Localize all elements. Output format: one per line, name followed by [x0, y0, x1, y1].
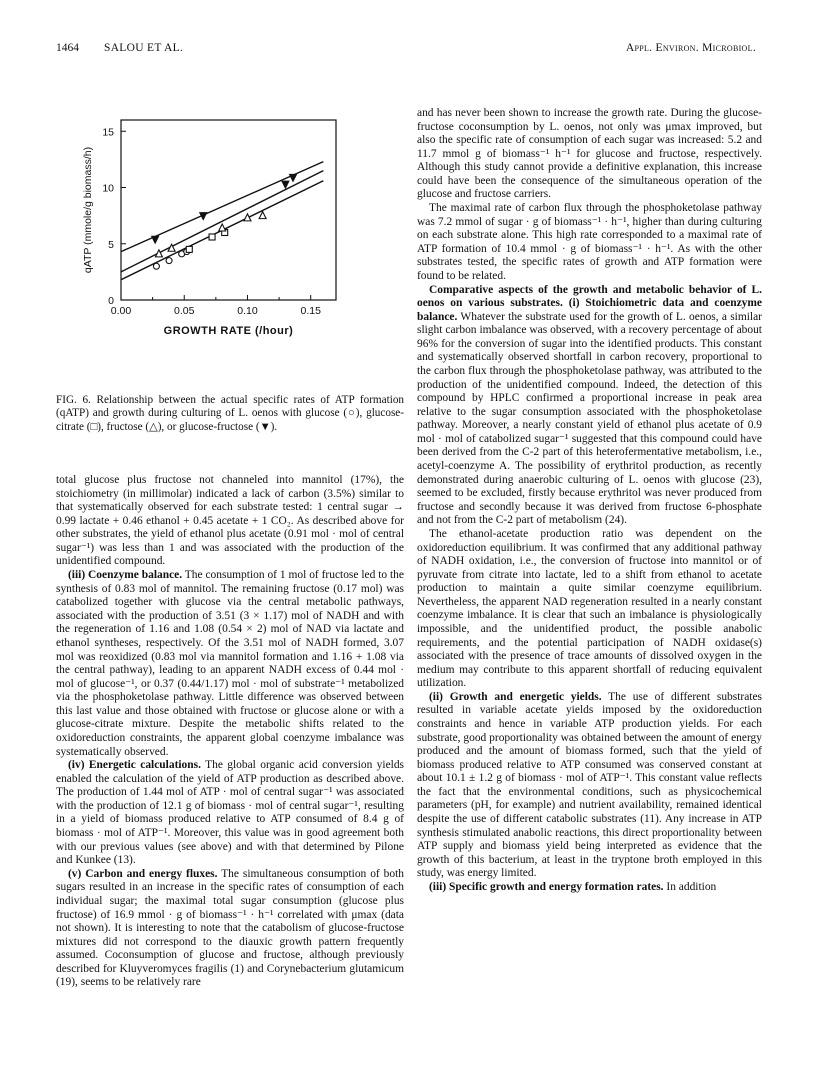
- caption-label: FIG. 6.: [56, 394, 91, 406]
- figure-6: [56, 110, 406, 390]
- section-heading: Comparative aspects of the growth and metabolic behavior of L. oenos on various substrates. (i) Stoichiometric data and coenzyme balance.: [417, 283, 762, 323]
- right-paragraph: [417, 107, 762, 202]
- data-point-glucose-citrate: [209, 234, 215, 240]
- section-heading: (iii) Specific growth and energy formation rates.: [429, 880, 664, 893]
- data-point-glucose-citrate: [186, 246, 192, 252]
- section-heading: (v) Carbon and energy fluxes.: [68, 867, 218, 880]
- paragraph-text: The maximal rate of carbon flux through the phosphoketolase pathway was 7.2 mmol of sugar · g of biomass⁻¹ · h⁻¹, higher than during culturing on each substrate alone. This high rate corresponded to a maximal rate of ATP formation of 10.4 mmol · g of biomass⁻¹ · h⁻¹. As with the other substrates tested, the specific rates of growth and ATP formation were found to be related.: [417, 202, 762, 282]
- section-heading: (ii) Growth and energetic yields.: [429, 690, 602, 703]
- caption-text: Relationship between the actual specific rates of ATP formation (qATP) and growth during culturing of L. oenos with glucose (○), glucose-citrate (□), fructose (△), or glucose-fructose (▼).: [56, 394, 405, 433]
- paragraph-text: The global organic acid conversion yields enabled the calculation of the yield of ATP production as described above. The production of 1.44 mol of ATP · mol of central sugar⁻¹ was associated with the production of 12.1 g of biomass · mol of central sugar⁻¹, resulting in a yield of biomass produced relative to ATP consumed of 8.4 g of biomass · mol of ATP⁻¹. Moreover, this value was in good agreement both with our previous values (see above) and with that determined by Pilone and Kunkee (13).: [56, 759, 404, 867]
- data-point-fructose: [219, 224, 226, 231]
- x-tick-label: 0.00: [110, 305, 132, 317]
- journal-name: Appl. Environ. Microbiol.: [625, 42, 756, 54]
- right-paragraph: [417, 691, 762, 881]
- paragraph-text: Whatever the substrate used for the growth of L. oenos, a similar slight carbon imbalance was observed, with a recovery percentage of about 96% for the conversion of sugar into the identified products. This constant and systematically observed shortfall in carbon recovery, proportional to the carbon flux through the phosphoketolase pathway, was attributed to the production of the unidentified compound. Indeed, the detection of this compound by HPLC confirmed a proportional increase in peak area relative to the sugar consumption associated with the phosphoketolase pathway. Moreover, a nearly constant yield of ethanol plus acetate of 0.9 mol · mol of catabolized sugar⁻¹ suggested that this compound could have been derived from the C-2 part of this heterofermentative metabolism, i.e., acetyl-coenzyme A. The possibility of erythritol production, as recently demonstrated during anaerobic culturing of L. oenos with glucose (23), seemed to be excluded, firstly because erythritol was never produced from fructose and secondly because it was derived from fructose 6-phosphate and not from the C-2 part of metabolism (24).: [417, 310, 762, 527]
- x-axis-label: GROWTH RATE (/hour): [163, 325, 294, 337]
- y-axis-label: qATP (mmole/g biomass/h): [82, 146, 94, 274]
- data-point-glucose: [153, 263, 159, 269]
- running-authors: SALOU ET AL.: [104, 42, 184, 54]
- paragraph-text: total glucose plus fructose not channeled into mannitol (17%), the stoichiometry (in millimolar) indicated a lack of carbon (3.5%) similar to that systematically observed for each substrate tested: 1 central sugar → 0.99 lactate + 0.46 ethanol + 0.45 acetate + 1 CO₂. As described above for other substrates, the yield of ethanol plus acetate (0.91 mol · mol of central sugar⁻¹) was less than 1 and was associated with the production of the unidentified compound.: [56, 474, 404, 568]
- x-tick-label: 0.15: [300, 305, 321, 317]
- x-tick-label: 0.10: [237, 305, 258, 317]
- section-heading: (iv) Energetic calculations.: [68, 759, 201, 772]
- y-tick-label: 10: [102, 182, 114, 195]
- page-number: 1464: [56, 42, 79, 54]
- right-column: [417, 107, 762, 895]
- right-paragraph: [417, 202, 762, 283]
- right-paragraph: [417, 528, 762, 691]
- running-header: [56, 42, 760, 58]
- figure-caption: [56, 394, 404, 434]
- paragraph-text: The simultaneous consumption of both sugars resulted in an increase in the specific rates of consumption of each individual sugar; the maximal total sugar consumption (glucose plus fructose) of 16.9 mmol · g of biomass⁻¹ · h⁻¹ correlated with μmax (data not shown). It is interesting to note that the catabolism of glucose-fructose mixtures did not correspond to the diauxic growth pattern frequently assumed. Coconsumption of glucose and fructose, although previously described for Kluyveromyces fragilis (1) and Corynebacterium glutamicum (19), seems to be relatively rare: [56, 867, 404, 989]
- data-point-glucose-fructose: [282, 181, 289, 188]
- plot-frame: [121, 120, 336, 300]
- y-tick-label: 0: [108, 295, 114, 307]
- section-heading: (iii) Coenzyme balance.: [68, 569, 183, 582]
- right-paragraph: [417, 284, 762, 528]
- left-paragraph: [56, 868, 404, 990]
- paragraph-text: and has never been shown to increase the growth rate. During the glucose-fructose coconsumption by L. oenos, not only was μmax improved, but also the specific rate of consumption of each sugar was increased: 5.2 and 11.7 mmol g of biomass⁻¹ h⁻¹ for glucose and fructose, respectively. Although this study cannot provide a definitive explanation, this increase could have been the consequence of the simultaneous operation of the glucose and fructose carriers.: [417, 107, 762, 201]
- paragraph-text: In addition: [663, 880, 717, 893]
- left-paragraph: [56, 569, 404, 759]
- qatp-growth-chart: [56, 110, 406, 390]
- left-paragraph: [56, 474, 404, 569]
- paragraph-text: The use of different substrates resulted in variable acetate yields imposed by the oxidoreduction constraints and hence in variable ATP production yields. For each substrate, good proportionality was obtained between the amount of energy produced and the amount of biomass formed, such that the yield of biomass produced relative to ATP consumed was conserved constant at about 10.1 ± 1.2 g of biomass · mol of ATP⁻¹. This constant value reflects the fact that the environmental conditions, such as physicochemical parameters (pH, for example) and nutrient availability, remained identical despite the use of different catabolic substrates (11). Any increase in ATP synthesis stimulated anabolic reactions, this direct proportionality between ATP supply and biomass yield being interpreted as evidence that the growth of this bacterium, at least in the tryptone broth employed in this study, was energy limited.: [417, 690, 762, 880]
- left-column: [56, 474, 404, 990]
- paragraph-text: The consumption of 1 mol of fructose led to the synthesis of 0.83 mol of mannitol. The remaining fructose (0.17 mol) was catabolized together with glucose via the central metabolic pathways, associated with the production of 3.51 (3 × 1.17) mol of NADH and with the regeneration of 1.16 and 1.08 (0.54 × 2) mol of NAD via lactate and ethanol syntheses, respectively. Of the 3.51 mol of NADH formed, 3.07 mol was reoxidized (0.83 mol via mannitol formation and 1.16 + 1.08 via the central pathway), leading to an apparent NADH excess of 0.44 mol · mol of glucose⁻¹, or 0.37 (0.44/1.17) mol · mol of substrate⁻¹ metabolized via the phosphoketolase pathway. Little difference was observed between this last value and those obtained with fructose or glucose alone or with a glucose-citrate mixture. Despite the metabolic shifts related to the oxidoreduction constraints, the apparent global coenzyme imbalance was systematically observed.: [56, 569, 404, 758]
- y-tick-label: 15: [102, 126, 114, 139]
- right-paragraph: [417, 881, 762, 895]
- data-point-fructose: [259, 212, 266, 219]
- data-point-glucose-fructose: [152, 236, 159, 243]
- data-point-glucose: [166, 258, 172, 264]
- paragraph-text: The ethanol-acetate production ratio was dependent on the oxidoreduction equilibrium. It was confirmed that any additional pathway of NADH oxidation, i.e., the conversion of fructose into mannitol or of pyruvate from citrate into lactate, led to a shift from ethanol to acetate production to maintain a quite similar coenzyme equilibrium. Nevertheless, the apparent NAD regeneration resulted in a nearly constant coenzyme imbalance. It is clear that such an imbalance is physiologically impossible, and the unidentified product, the possible anabolic requirements, and the potential participation of NADH oxidase(s) associated with the presence of trace amounts of dissolved oxygen in the medium may contribute to this apparent shortfall of reducing equivalent utilization.: [417, 527, 762, 690]
- x-tick-label: 0.05: [174, 305, 195, 317]
- y-tick-label: 5: [108, 238, 114, 251]
- regression-line-glucose-citrate: [121, 171, 323, 272]
- left-paragraph: [56, 759, 404, 868]
- data-point-glucose-fructose: [290, 174, 297, 181]
